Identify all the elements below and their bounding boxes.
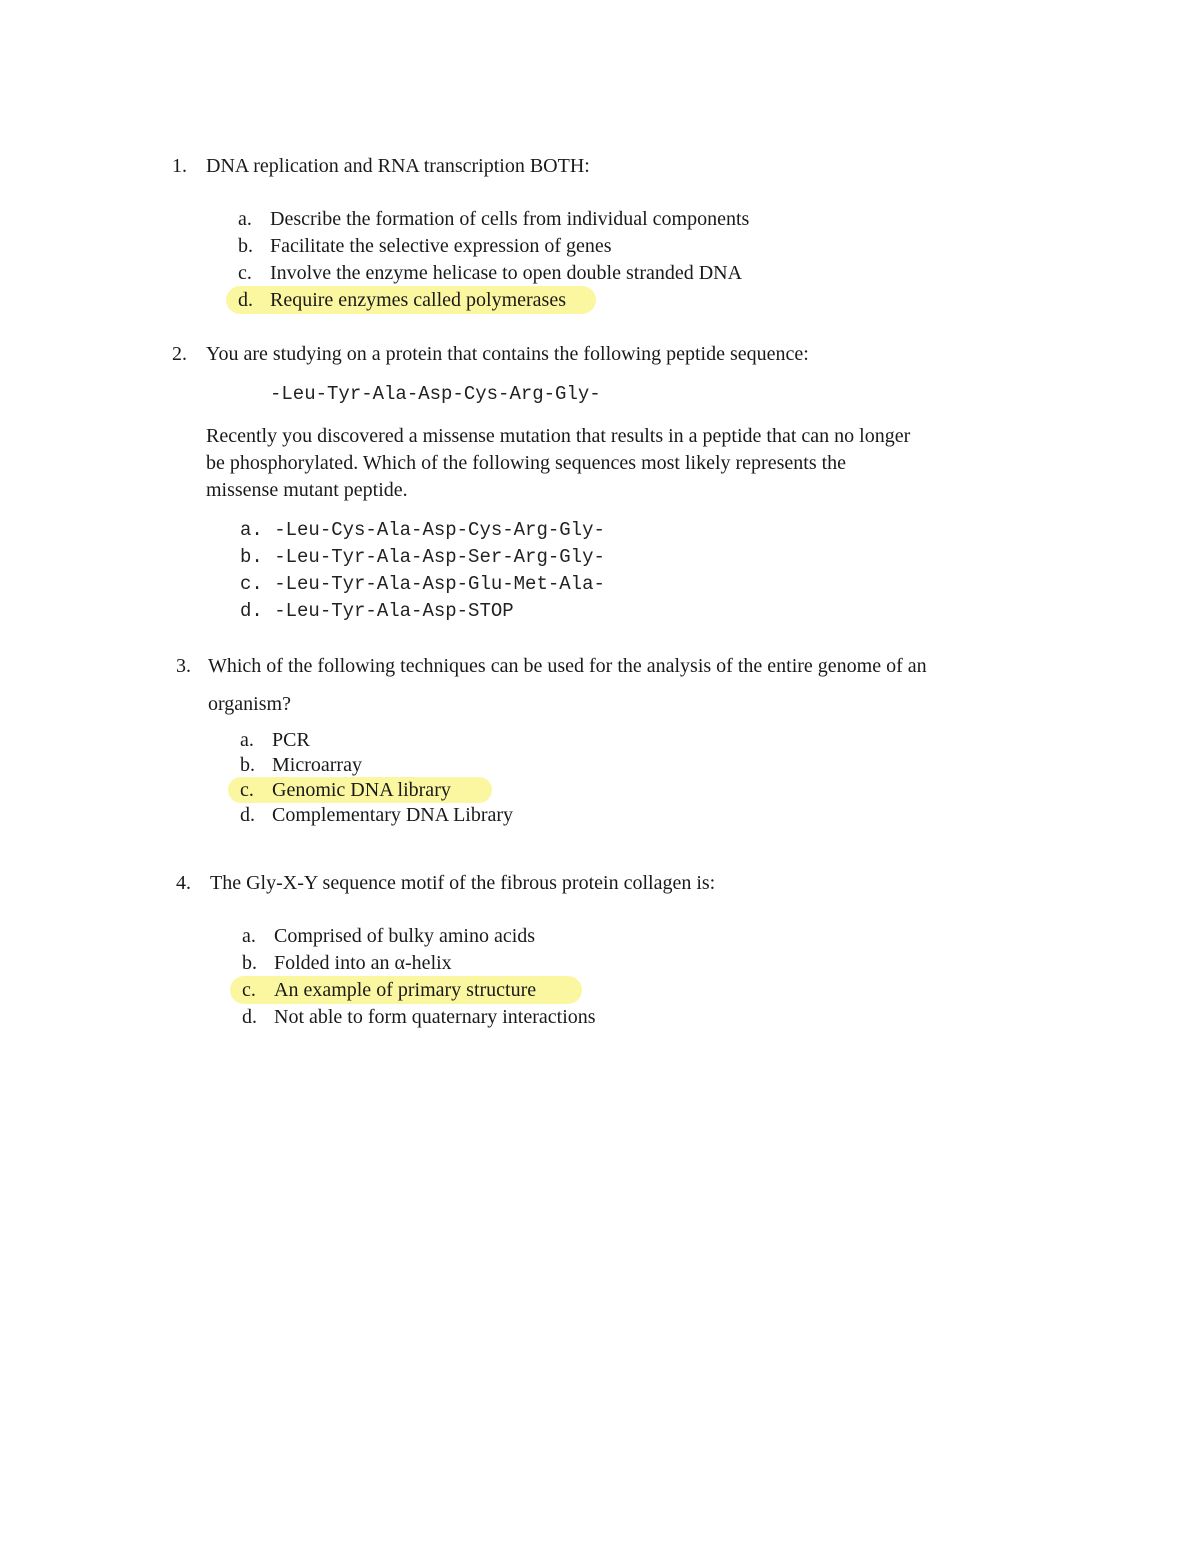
question-2-option-d [240, 599, 514, 623]
question-4-option-d [242, 1005, 596, 1029]
question-3-text-line-2: organism? [208, 693, 291, 715]
question-2-paragraph-line-3: missense mutant peptide. [206, 479, 408, 501]
option-text: Facilitate the selective expression of genes [270, 235, 612, 257]
option-text: -Leu-Tyr-Ala-Asp-Ser-Arg-Gly- [274, 546, 605, 568]
option-text: Require enzymes called polymerases [270, 289, 566, 311]
question-1-option-a [238, 207, 749, 231]
question-3-option-d [240, 803, 513, 827]
question-3-option-c [240, 778, 451, 802]
option-text: -Leu-Tyr-Ala-Asp-STOP [274, 600, 514, 622]
option-letter: c. [238, 262, 252, 284]
option-letter: d. [242, 1006, 257, 1028]
option-text: -Leu-Cys-Ala-Asp-Cys-Arg-Gly- [274, 519, 605, 541]
option-text: An example of primary structure [274, 979, 537, 1001]
option-text: Involve the enzyme helicase to open double stranded DNA [270, 262, 743, 284]
option-text: Describe the formation of cells from individual components [270, 208, 750, 230]
question-4-text: The Gly-X-Y sequence motif of the fibrous protein collagen is: [210, 872, 716, 894]
option-text: Not able to form quaternary interactions [274, 1006, 596, 1028]
option-letter: d. [238, 289, 253, 311]
option-letter: b. [242, 952, 257, 974]
option-text: Genomic DNA library [272, 779, 451, 801]
question-1-text: DNA replication and RNA transcription BOTH: [206, 155, 590, 177]
option-letter: b. [240, 754, 255, 776]
question-3-option-a [240, 728, 310, 752]
question-4-option-b [242, 951, 452, 975]
question-2-number: 2. [172, 343, 187, 365]
option-text: PCR [272, 729, 310, 751]
question-2-option-b [240, 545, 605, 569]
question-4-option-a [242, 924, 535, 948]
option-letter: b. [238, 235, 253, 257]
question-2-option-c [240, 572, 605, 596]
option-text: Folded into an α-helix [274, 952, 452, 974]
question-3-number: 3. [176, 655, 191, 677]
question-1-option-d [238, 288, 566, 312]
question-1-option-b [238, 234, 612, 258]
option-letter: c. [242, 979, 256, 1001]
option-text: -Leu-Tyr-Ala-Asp-Glu-Met-Ala- [274, 573, 605, 595]
question-4-option-c [242, 978, 536, 1002]
option-letter: a. [240, 519, 263, 541]
option-text: Microarray [272, 754, 362, 776]
option-letter: a. [238, 208, 252, 230]
question-2-text: You are studying on a protein that contains the following peptide sequence: [206, 343, 809, 365]
question-4-number: 4. [176, 872, 191, 894]
question-3-option-b [240, 753, 362, 777]
peptide-sequence: -Leu-Tyr-Ala-Asp-Cys-Arg-Gly- [270, 383, 601, 405]
question-2-paragraph-line-1: Recently you discovered a missense mutation that results in a peptide that can no longer [206, 425, 911, 447]
question-3-text-line-1: Which of the following techniques can be used for the analysis of the entire genome of an [208, 655, 927, 677]
option-text: Complementary DNA Library [272, 804, 514, 826]
option-letter: a. [240, 729, 254, 751]
option-letter: c. [240, 573, 263, 595]
question-2-option-a [240, 518, 605, 542]
option-letter: d. [240, 600, 263, 622]
option-letter: b. [240, 546, 263, 568]
option-letter: d. [240, 804, 255, 826]
option-letter: a. [242, 925, 256, 947]
option-text: Comprised of bulky amino acids [274, 925, 536, 947]
question-2-paragraph-line-2: be phosphorylated. Which of the following sequences most likely represents the [206, 452, 847, 474]
option-letter: c. [240, 779, 254, 801]
question-1-option-c [238, 261, 742, 285]
question-1-number: 1. [172, 155, 187, 177]
